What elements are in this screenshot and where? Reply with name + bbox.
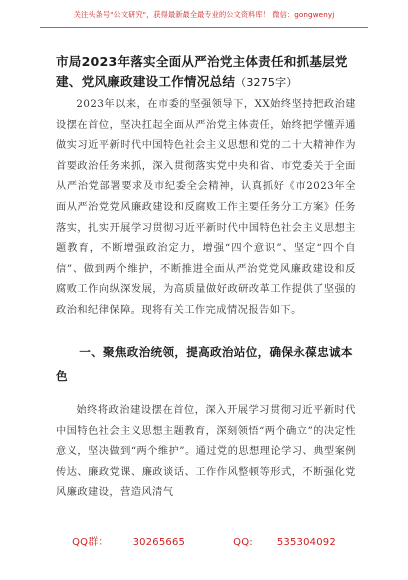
qq-contact-number: 535304092 <box>276 537 336 548</box>
intro-paragraph: 2023年以来，在市委的坚强领导下，XX始终坚持把政治建设摆在首位，坚决扛起全面从严治党主体责任，始终把学懂弄通做实习近平新时代中国特色社会主义思想和党的二十大精神作为首要政治任务来抓，深入贯彻落实党中央和省、市党委关于全面从严治党部署要求及市纪委全会精神，认真抓好《市2023年全面从严治党党风廉政建设和反腐败工作主要任务分工方案》任务落实，扎实开展学习贯彻习近平新时代中国特色社会主义思想主题教育，不断增强政治定力，增强“四个意识”、坚定“四个自信”、做到两个维护，不断推进全面从严治党党风廉政建设和反腐败工作向纵深发展，为高质量做好政研改革工作提供了坚强的政治和纪律保障。现将有关工作完成情况报告如下。 <box>56 99 356 316</box>
document-title-text: 市局2023年落实全面从严治党主体责任和抓基层党建、党风廉政建设工作情况总结 <box>56 54 348 89</box>
section-1-paragraph: 始终将政治建设摆在首位，深入开展学习贯彻习近平新时代中国特色社会主义思想主题教育，深刻领悟“两个确立”的决定性意义，坚决做到“两个维护”。通过党的思想理论学习、典型案例传达、廉政党课、廉政谈话、工作作风整顿等形式，不断强化党风廉政建设，营造风清气 <box>56 405 356 499</box>
qq-group-label: QQ群： <box>72 537 109 548</box>
qq-group-number: 30265665 <box>132 537 186 548</box>
word-count: （3275字） <box>235 76 298 89</box>
header-banner: 关注头条号"公文研究"，获得最新最全最专业的公文资料库！ 微信：gongwenyj <box>73 10 335 19</box>
qq-contact <box>221 537 348 548</box>
header-divider <box>40 27 368 28</box>
section-heading: 一、聚焦政治统领，提高政治站位，确保永葆忠诚本色 <box>56 345 353 383</box>
document-title <box>56 52 356 93</box>
qq-group <box>60 537 197 548</box>
qq-contact-label: QQ: <box>233 537 253 548</box>
footer-contact <box>0 533 408 548</box>
